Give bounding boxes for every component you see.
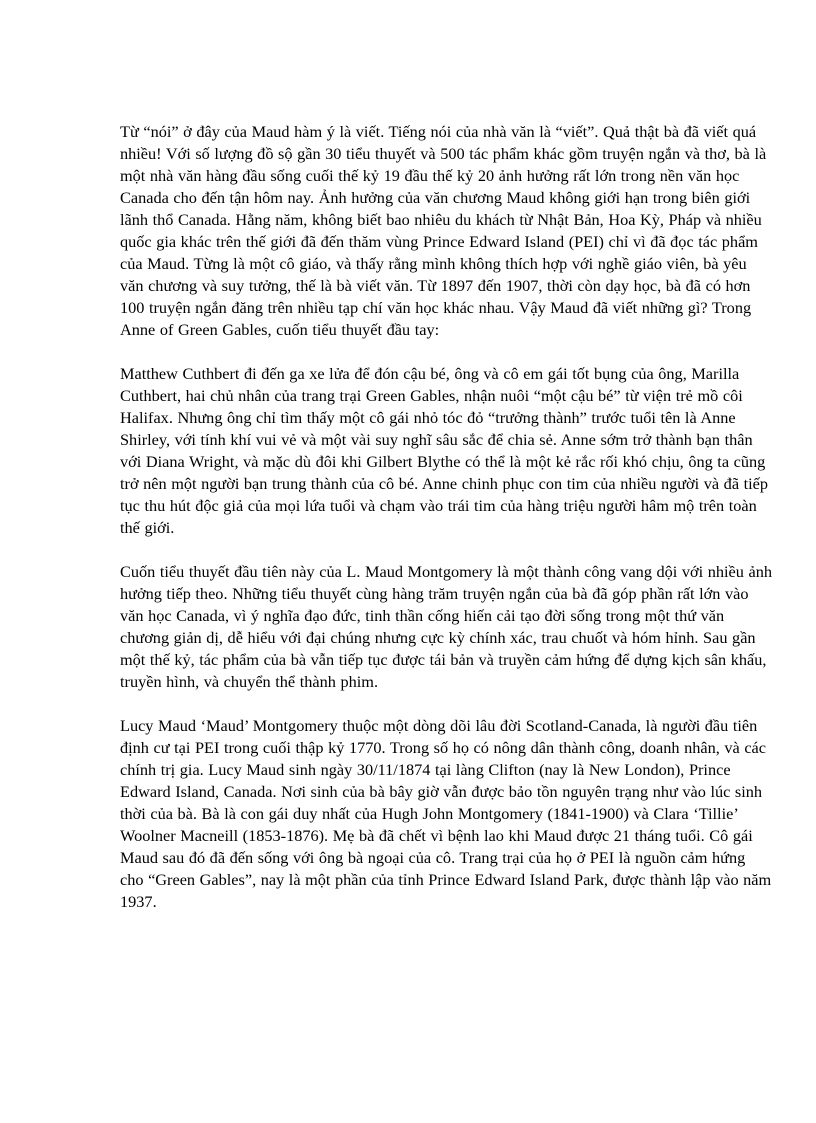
paragraph-biography: Lucy Maud ‘Maud’ Montgomery thuộc một dòng dõi lâu đời Scotland-Canada, là người đầu tiên định cư tại PEI trong cuối thập kỷ 1770. Trong số họ có nông dân thành công, doanh nhân, và các chính trị gia. Lucy Maud sinh ngày 30/11/1874 tại làng Clifton (nay là New London), Prince Edward Island, Canada. Nơi sinh của bà bây giờ vẫn được bảo tồn nguyên trạng như vào lúc sinh thời của bà. Bà là con gái duy nhất của Hugh John Montgomery (1841-1900) và Clara ‘Tillie’ Woolner Macneill (1853-1876). Mẹ bà đã chết vì bệnh lao khi Maud được 21 tháng tuổi. Cô gái Maud sau đó đã đến sống với ông bà ngoại của cô. Trang trại của họ ở PEI là nguồn cảm hứng cho “Green Gables”, nay là một phần của tỉnh Prince Edward Island Park, được thành lập vào năm 1937. bbox=[120, 716, 772, 911]
paragraph-plot-summary: Matthew Cuthbert đi đến ga xe lửa để đón cậu bé, ông và cô em gái tốt bụng của ông, Marilla Cuthbert, hai chủ nhân của trang trại Green Gables, nhận nuôi “một cậu bé” từ viện trẻ mồ côi Halifax. Nhưng ông chỉ tìm thấy một cô gái nhỏ tóc đỏ “trưởng thành” trước tuổi tên là Anne Shirley, với tính khí vui vẻ và một vài suy nghĩ sâu sắc để chia sẻ. Anne sớm trở thành bạn thân với Diana Wright, và mặc dù đôi khi Gilbert Blythe có thể là một kẻ rắc rối khó chịu, ông ta cũng trở nên một người bạn trung thành của cô bé. Anne chinh phục con tim của nhiều người và đã tiếp tục thu hút độc giả của mọi lứa tuổi và chạm vào trái tim của hàng triệu người hâm mộ trên toàn thế giới. bbox=[120, 364, 769, 537]
paragraph-intro: Từ “nói” ở đây của Maud hàm ý là viết. Tiếng nói của nhà văn là “viết”. Quả thật bà đã viết quá nhiều! Với số lượng đồ sộ gần 30 tiểu thuyết và 500 tác phẩm khác gồm truyện ngắn và thơ, bà là một nhà văn hàng đầu sống cuối thế kỷ 19 đầu thế kỷ 20 ảnh hưởng rất lớn trong nền văn học Canada cho đến tận hôm nay. Ảnh hưởng của văn chương Maud không giới hạn trong biên giới lãnh thổ Canada. Hằng năm, không biết bao nhiêu du khách từ Nhật Bản, Hoa Kỳ, Pháp và nhiều quốc gia khác trên thế giới đã đến thăm vùng Prince Edward Island (PEI) chỉ vì đã đọc tác phẩm của Maud. Từng là một cô giáo, và thấy rằng mình không thích hợp với nghề giáo viên, bà yêu văn chương và suy tưởng, thế là bà viết văn. Từ 1897 đến 1907, thời còn dạy học, bà đã có hơn 100 truyện ngắn đăng trên nhiều tạp chí văn học khác nhau. Vậy Maud đã viết những gì? Trong Anne of Green Gables, cuốn tiểu thuyết đầu tay: bbox=[120, 122, 767, 339]
document-page bbox=[120, 121, 772, 935]
paragraph-legacy: Cuốn tiểu thuyết đầu tiên này của L. Maud Montgomery là một thành công vang dội với nhiều ảnh hưởng tiếp theo. Những tiểu thuyết cùng hàng trăm truyện ngắn của bà đã góp phần rất lớn vào văn học Canada, vì ý nghĩa đạo đức, tinh thần cống hiến cải tạo đời sống trong một thứ văn chương giản dị, dễ hiểu với đại chúng nhưng cực kỳ chính xác, trau chuốt và hóm hỉnh. Sau gần một thế kỷ, tác phẩm của bà vẫn tiếp tục được tái bản và truyền cảm hứng để dựng kịch sân khấu, truyền hình, và chuyển thể thành phim. bbox=[120, 562, 772, 691]
